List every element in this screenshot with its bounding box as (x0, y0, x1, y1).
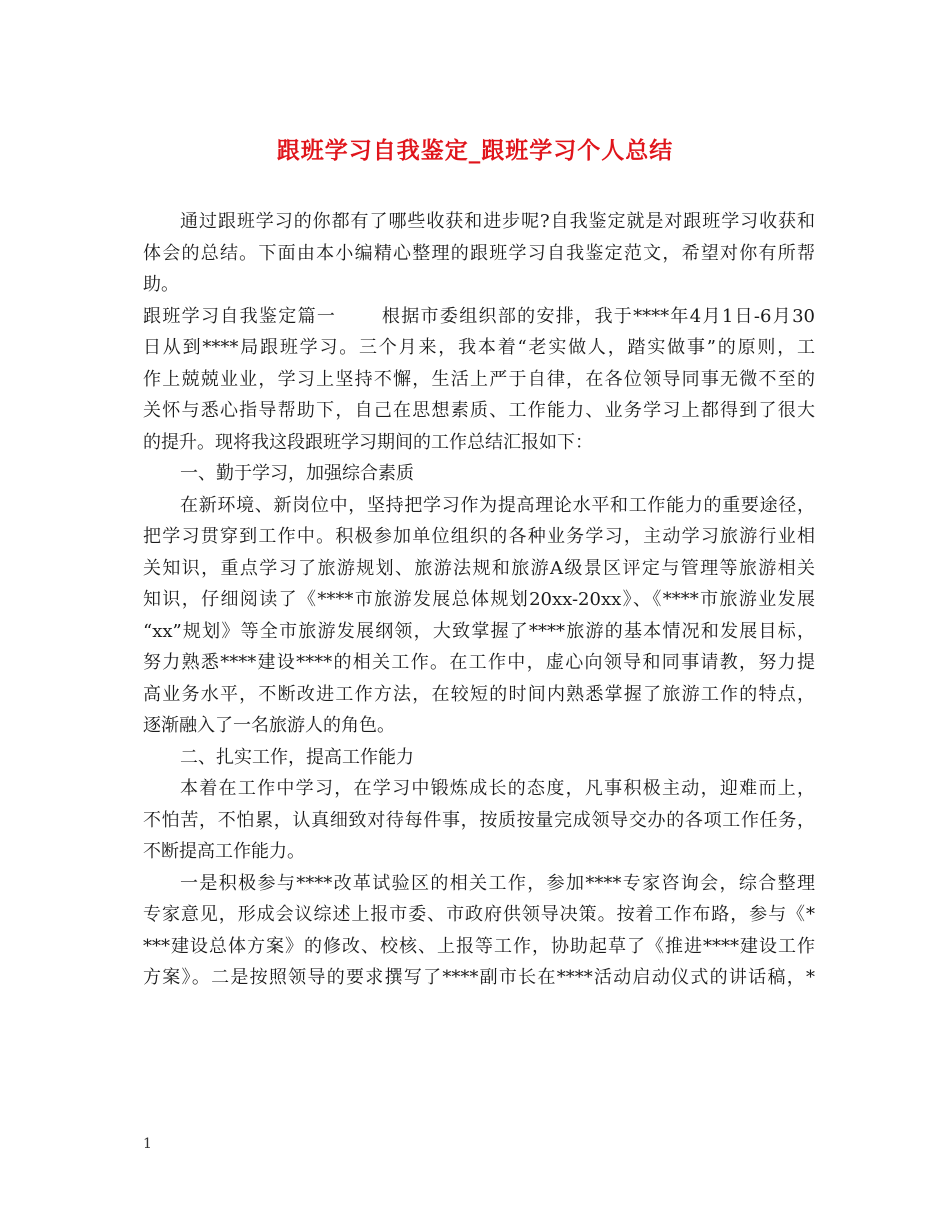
paragraph-line: 知识，仔细阅读了《****市旅游发展总体规划20xx-20xx》、《****市旅游业发展 (143, 589, 815, 610)
paragraph-line: 逐渐融入了一名旅游人的角色。 (143, 715, 395, 736)
section-heading: 一、勤于学习，加强综合素质 (180, 463, 414, 484)
document-body (143, 206, 815, 994)
paragraph-line: 作上兢兢业业，学习上坚持不懈，生活上严于自律，在各位领导同事无微不至的 (143, 368, 815, 390)
paragraph-line: 不怕苦，不怕累，认真细致对待每件事，按质按量完成领导交办的各项工作任务， (143, 809, 815, 831)
paragraph-line: 跟班学习自我鉴定篇一 根据市委组织部的安排，我于****年4月1日-6月30 (143, 305, 815, 327)
paragraph-line: 通过跟班学习的你都有了哪些收获和进步呢?自我鉴定就是对跟班学习收获和 (180, 211, 815, 232)
paragraph-line: 日从到****局跟班学习。三个月来，我本着“老实做人，踏实做事”的原则，工 (143, 337, 815, 358)
paragraph-line: 本着在工作中学习，在学习中锻炼成长的态度，凡事积极主动，迎难而上， (180, 778, 815, 799)
paragraph-line: 关怀与悉心指导帮助下，自己在思想素质、工作能力、业务学习上都得到了很大 (143, 400, 815, 421)
paragraph-line: 方案》。二是按照领导的要求撰写了****副市长在****活动启动仪式的讲话稿，* (143, 967, 815, 988)
paragraph-line: 专家意见，形成会议综述上报市委、市政府供领导决策。按着工作布路，参与《* (143, 904, 815, 925)
paragraph-line: 在新环境、新岗位中，坚持把学习作为提高理论水平和工作能力的重要途径， (180, 494, 815, 516)
paragraph-line: 高业务水平，不断改进工作方法，在较短的时间内熟悉掌握了旅游工作的特点， (143, 683, 815, 705)
paragraph-line: 助。 (143, 274, 179, 295)
paragraph-line: 体会的总结。下面由本小编精心整理的跟班学习自我鉴定范文，希望对你有所帮 (143, 242, 815, 264)
section-heading: 二、扎实工作，提高工作能力 (180, 746, 414, 768)
paragraph-line: 关知识，重点学习了旅游规划、旅游法规和旅游A级景区评定与管理等旅游相关 (143, 557, 815, 579)
paragraph-line: 把学习贯穿到工作中。积极参加单位组织的各种业务学习，主动学习旅游行业相 (143, 526, 815, 547)
paragraph-line: “xx”规划》等全市旅游发展纲领，大致掌握了****旅游的基本情况和发展目标， (143, 620, 815, 642)
paragraph-line: 努力熟悉****建设****的相关工作。在工作中，虚心向领导和同事请教，努力提 (143, 652, 815, 673)
paragraph-line: 的提升。现将我这段跟班学习期间的工作总结汇报如下： (143, 431, 593, 453)
paragraph-line: 不断提高工作能力。 (143, 841, 305, 862)
paragraph-line: ***建设总体方案》的修改、校核、上报等工作，协助起草了《推进****建设工作 (143, 935, 815, 957)
page-number: 1 (143, 1136, 152, 1152)
paragraph-line: 一是积极参与****改革试验区的相关工作，参加****专家咨询会，综合整理 (180, 872, 815, 894)
document-title: 跟班学习自我鉴定_跟班学习个人总结 (276, 138, 674, 164)
